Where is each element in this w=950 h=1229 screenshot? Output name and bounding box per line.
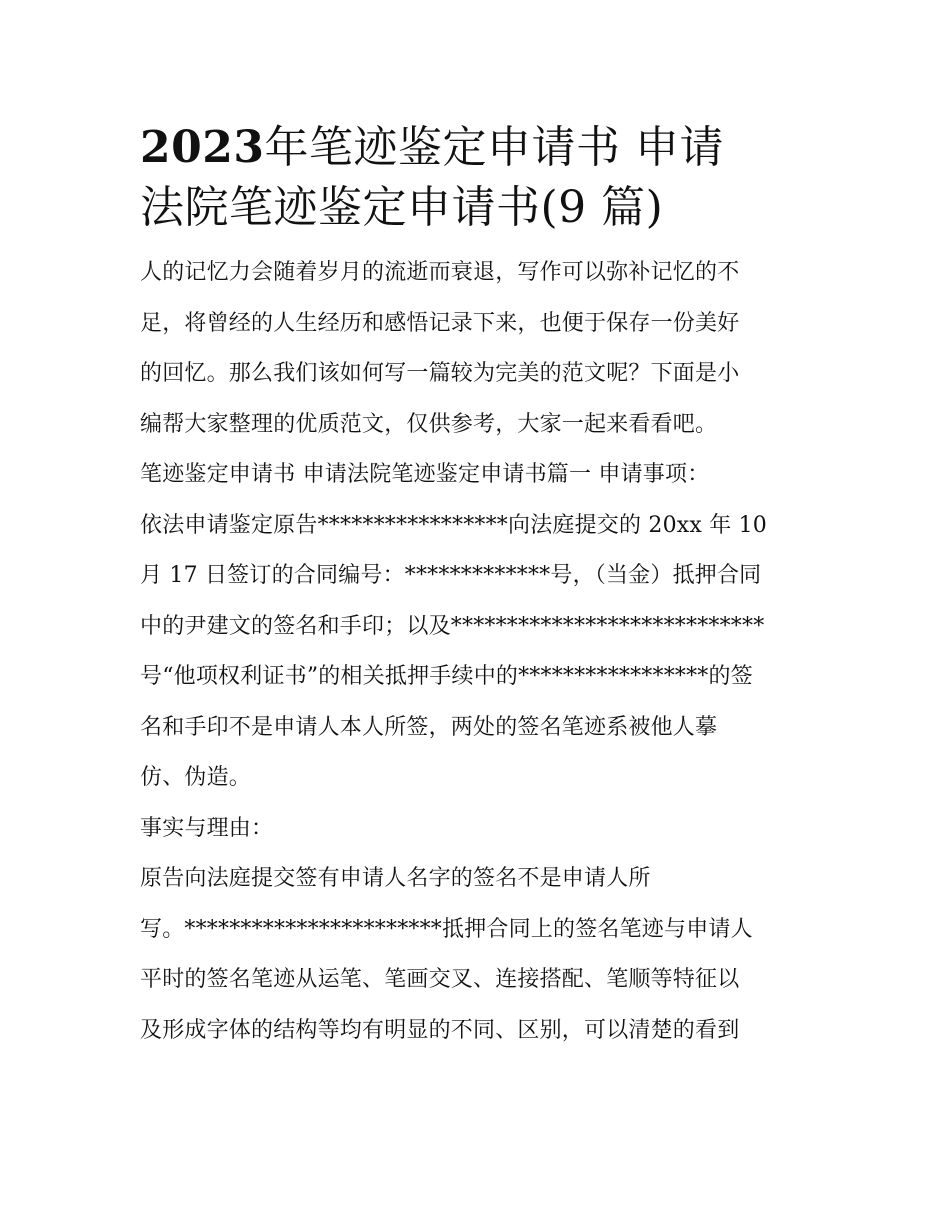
facts-heading: 事实与理由：	[140, 815, 274, 841]
title-line-1	[140, 118, 820, 178]
title-year: 2023	[140, 122, 265, 173]
body-line: 原告向法庭提交签有申请人名字的签名不是申请人所	[140, 866, 651, 891]
title-line-1-text: 年笔迹鉴定申请书 申请	[264, 122, 724, 173]
body-line: 依法申请鉴定原告*****************向法庭提交的 20xx 年 10	[140, 512, 767, 538]
body-line: 人的记忆力会随着岁月的流逝而衰退，写作可以弥补记忆的不	[140, 260, 740, 285]
body-line: 中的尹建文的签名和手印；以及****************************	[140, 613, 765, 639]
document-title	[140, 118, 820, 238]
body-line: 写。***********************抵押合同上的签名笔迹与申请人	[140, 916, 753, 942]
body-line: 号“他项权利证书”的相关抵押手续中的*****************的签	[140, 664, 753, 689]
body-line: 仿、伪造。	[140, 765, 252, 790]
body-line: 月 17 日签订的合同编号：*************号，（当金）抵押合同	[140, 563, 762, 588]
body-line: 的回忆。那么我们该如何写一篇较为完美的范文呢？下面是小	[140, 361, 740, 386]
body-line: 及形成字体的结构等均有明显的不同、区别，可以清楚的看到	[140, 1017, 740, 1043]
body-line: 平时的签名笔迹从运笔、笔画交叉、连接搭配、笔顺等特征以	[140, 967, 740, 992]
body-line: 名和手印不是申请人本人所签，两处的签名笔迹系被他人摹	[140, 714, 718, 740]
document-body	[140, 248, 820, 1056]
body-line: 编帮大家整理的优质范文，仅供参考，大家一起来看看吧。	[140, 411, 718, 437]
document-page	[140, 118, 820, 1056]
body-line: 足，将曾经的人生经历和感悟记录下来，也便于保存一份美好	[140, 310, 740, 336]
title-line-2: 法院笔迹鉴定申请书(9 篇)	[140, 182, 664, 233]
section-heading-line: 笔迹鉴定申请书 申请法院笔迹鉴定申请书篇一 申请事项：	[140, 462, 710, 487]
